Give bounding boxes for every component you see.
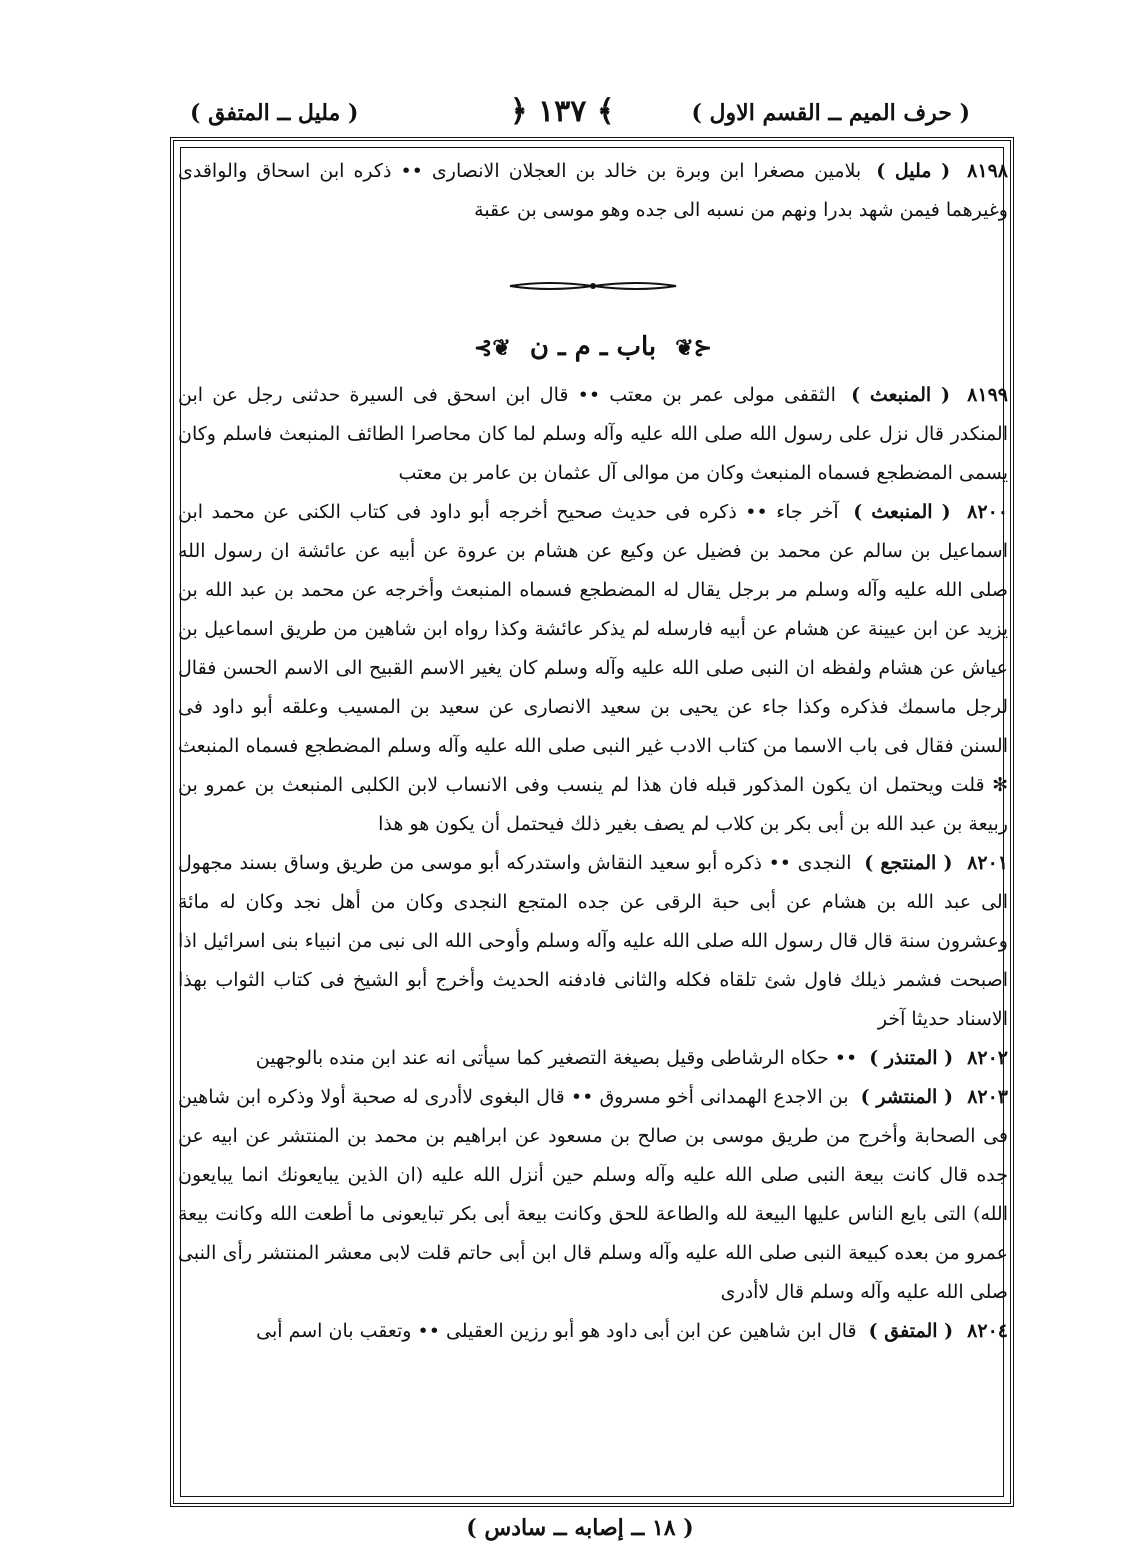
entry-name: ( المنبعث ) xyxy=(851,384,950,406)
entry-name: ( المنتشر ) xyxy=(860,1086,954,1108)
header-entry-range: ( مليل ــ المتفق ) xyxy=(190,100,359,126)
entry-number: ٨٢٠٣ xyxy=(967,1086,1009,1108)
entry-text: النجدى •• ذكره أبو سعيد النقاش واستدركه أبو موسى من طريق وساق بسند مجهول الى عبد الله بن هشام عن أبى حبة الرقى عن جده المتجع النجدى وكان من أهل نجد وكان له مائة وعشرون سنة قال قال رسول الله صلى الله عليه وآله وسلم وأوحى الله الى نبى من انبياء بنى اسرائيل اذا اصبحت فشمر ذيلك فاول شئ تلقاه فكله والثانى فادفنه الحديث وأخرج أبو الشيخ فى كتاب الثواب بهذا الاسناد حديثا آخر xyxy=(178,852,1008,1030)
entry-name: ( مليل ) xyxy=(876,160,951,182)
entry-number: ٨٢٠٠ xyxy=(967,501,1008,523)
entry-name: ( المنبعث ) xyxy=(853,501,951,523)
entry-8201 xyxy=(178,844,1008,1039)
page-footer-signature: ( ١٨ ــ إصابه ــ سادس ) xyxy=(466,1515,694,1541)
chapter-ornament-left-icon: ❦⊱ xyxy=(473,335,511,361)
entry-8203 xyxy=(178,1078,1008,1312)
entry-text: آخر جاء •• ذكره فى حديث صحيح أخرجه أبو داود فى كتاب الكنى عن محمد ابن اسماعيل بن سالم عن محمد بن فضيل عن وكيع عن هشام بن عروة عن أبيه عن عائشة ان رسول الله صلى الله عليه وآله وسلم مر برجل يقال له المضطجع فسماه المنبعث وأخرجه عن محمد بن عبد الله بن يزيد عن ابن عيينة عن هشام عن أبيه فارسله لم يذكر عائشة وكذا رواه ابن شاهين من طريق اسماعيل بن عياش عن هشام ولفظه ان النبى صلى الله عليه وآله وسلم كان يغير الاسم القبيح الى الاسم الحسن فقال لرجل ماسمك فذكره وكذا جاء عن يحيى بن سعيد الانصارى عن سعيد بن المسيب وعلقه أبو داود فى السنن فقال فى باب الاسما من كتاب الادب غير النبى صلى الله عليه وآله وسلم المضطجع فسماه المنبعث ✻ قلت ويحتمل ان يكون المذكور قبله فان هذا لم ينسب وفى الانساب لابن الكلبى المنبعث بن عمرو بن ربيعة بن عبد الله بن أبى بكر بن كلاب لم يصف بغير ذلك فيحتمل أن يكون هو هذا xyxy=(178,501,1008,835)
page-body xyxy=(178,152,1008,1351)
header-section-title: ( حرف الميم ــ القسم الاول ) xyxy=(691,100,970,126)
entry-8200 xyxy=(178,493,1008,844)
page-number: ﴾ ١٣٧ ﴿ xyxy=(510,94,615,129)
entry-8204 xyxy=(178,1312,1008,1351)
entry-number: ٨١٩٩ xyxy=(967,384,1008,406)
entry-text: بلامين مصغرا ابن وبرة بن خالد بن العجلان الانصارى •• ذكره ابن اسحاق والواقدى وغيرهما فيمن شهد بدرا ونهم من نسبه الى جده وهو موسى بن عقبة xyxy=(178,160,1008,221)
page-header xyxy=(190,96,970,136)
entry-number: ٨٢٠١ xyxy=(967,852,1009,874)
chapter-title: باب ـ م ـ ن xyxy=(529,332,657,362)
entry-number: ٨٢٠٤ xyxy=(967,1320,1008,1342)
entry-text: قال ابن شاهين عن ابن أبى داود هو أبو رزين العقيلى •• وتعقب بان اسم أبى xyxy=(256,1320,857,1342)
entry-text: الثقفى مولى عمر بن معتب •• قال ابن اسحق فى السيرة حدثنى رجل عن ابن المنكدر قال نزل على رسول الله صلى الله عليه وآله وسلم لما كان محاصرا الطائف المنبعث فاسلم وكان يسمى المضطجع فسماه المنبعث وكان من موالى آل عثمان بن عامر بن معتب xyxy=(178,384,1008,484)
entry-number: ٨١٩٨ xyxy=(967,160,1008,182)
chapter-heading xyxy=(178,328,1008,368)
entry-8198 xyxy=(178,152,1008,230)
entry-8199 xyxy=(178,376,1008,493)
entry-text: بن الاجدع الهمدانى أخو مسروق •• قال البغوى لاأدرى له صحبة أولا وذكره ابن شاهين فى الصحابة وأخرج من طريق موسى بن صالح بن مسعود عن ابراهيم بن محمد بن المنتشر عن ابيه عن جده قال كانت بيعة النبى صلى الله عليه وآله وسلم حين أنزل الله عليه (ان الذين يبايعونك انما يبايعون الله) التى بايع الناس عليها البيعة لله والطاعة للحق وكانت بيعة أبى بكر تبايعونى ما أطعت الله وكانت بيعة عمرو من بعده كبيعة النبى صلى الله عليه وآله وسلم قال ابن أبى حاتم قلت لابى معشر المنتشر رأى النبى صلى الله عليه وآله وسلم قال لاأدرى xyxy=(178,1086,1008,1303)
divider-ornament xyxy=(508,280,678,292)
entry-text: •• حكاه الرشاطى وقيل بصيغة التصغير كما سيأتى انه عند ابن منده بالوجهين xyxy=(255,1047,858,1069)
entry-number: ٨٢٠٢ xyxy=(967,1047,1008,1069)
entry-name: ( المتنذر ) xyxy=(869,1047,954,1069)
chapter-ornament-right-icon: ⊰❦ xyxy=(675,335,713,361)
entry-8202 xyxy=(178,1039,1008,1078)
entry-name: ( المنتجع ) xyxy=(864,852,953,874)
entry-name: ( المتفق ) xyxy=(868,1320,954,1342)
